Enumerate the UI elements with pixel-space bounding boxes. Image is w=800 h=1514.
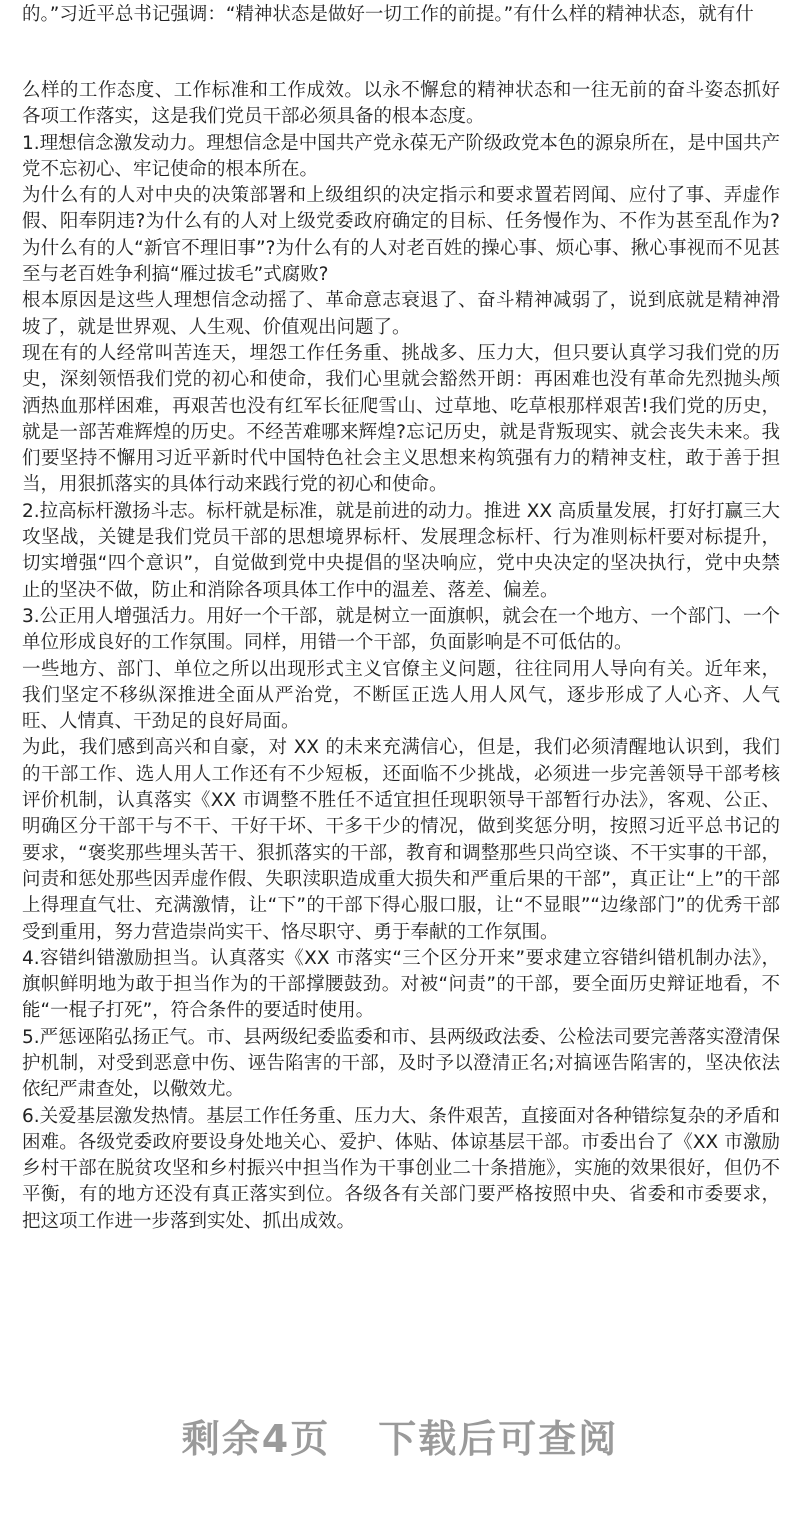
paragraph: 5.严惩诬陷弘扬正气。市、县两级纪委监委和市、县两级政法委、公检法司要完善落实澄清保护机制，对受到恶意中伤、诬告陷害的干部，及时予以澄清正名;对搞诬告陷害的，坚决依法依纪严肃查处，以儆效尤。	[22, 1026, 780, 1101]
paragraph: 为此，我们感到高兴和自豪，对 XX 的未来充满信心，但是，我们必须清醒地认识到，我们的干部工作、选人用人工作还有不少短板，还面临不少挑战，必须进一步完善领导干部考核评价机制，认真落实《XX 市调整不胜任不适宜担任现职领导干部暂行办法》，客观、公正、明确区分干部干与不干、干好干坏、干多干少的情况，做到奖惩分明，按照习近平总书记的要求，“褒奖那些埋头苦干、狠抓落实的干部，教育和调整那些只尚空谈、不干实事的干部，问责和惩处那些因弄虚作假、失职渎职造成重大损失和严重后果的干部”，真正让“上”的干部上得理直气壮、充满激情，让“下”的干部下得心服口服，让“不显眼”“边缘部门”的优秀干部受到重用，努力营造崇尚实干、恪尽职守、勇于奉献的工作氛围。	[22, 737, 780, 943]
paragraph: 一些地方、部门、单位之所以出现形式主义官僚主义问题，往往同用人导向有关。近年来，我们坚定不移纵深推进全面从严治党，不断匡正选人用人风气，逐步形成了人心齐、人气旺、人情真、干劲足的良好局面。	[22, 658, 780, 733]
paragraph: 4.容错纠错激励担当。认真落实《XX 市落实“三个区分开来”要求建立容错纠错机制办法》，旗帜鲜明地为敢于担当作为的干部撑腰鼓劲。对被“问责”的干部，要全面历史辩证地看，不能“一棍子打死”，符合条件的要适时使用。	[22, 947, 780, 1022]
document-body	[22, 78, 780, 1235]
paragraph: 6.关爱基层激发热情。基层工作任务重、压力大、条件艰苦，直接面对各种错综复杂的矛盾和困难。各级党委政府要设身处地关心、爱护、体贴、体谅基层干部。市委出台了《XX 市激励乡村干部在脱贫攻坚和乡村振兴中担当作为干事创业二十条措施》，实施的效果很好，但仍不平衡，有的地方还没有真正落实到位。各级各有关部门要严格按照中央、省委和市委要求，把这项工作进一步落到实处、抓出成效。	[22, 1105, 780, 1232]
remaining-pages-label: 剩余4页	[181, 1417, 331, 1461]
paragraph: 么样的工作态度、工作标准和工作成效。以永不懈怠的精神状态和一往无前的奋斗姿态抓好各项工作落实，这是我们党员干部必须具备的根本态度。	[22, 80, 780, 128]
paragraph: 2.拉高标杆激扬斗志。标杆就是标准，就是前进的动力。推进 XX 高质量发展，打好打赢三大攻坚战，关键是我们党员干部的思想境界标杆、发展理念标杆、行为准则标杆要对标提升，切实增强“四个意识”，自觉做到党中央提倡的坚决响应，党中央决定的坚决执行，党中央禁止的坚决不做，防止和消除各项具体工作中的温差、落差、偏差。	[22, 500, 780, 601]
paragraph: 为什么有的人对中央的决策部署和上级组织的决定指示和要求置若罔闻、应付了事、弄虚作假、阳奉阴违?为什么有的人对上级党委政府确定的目标、任务慢作为、不作为甚至乱作为?为什么有的人“新官不理旧事”?为什么有的人对老百姓的操心事、烦心事、揪心事视而不见甚至与老百姓争利搞“雁过拔毛”式腐败?	[22, 185, 780, 286]
paragraph: 3.公正用人增强活力。用好一个干部，就是树立一面旗帜，就会在一个地方、一个部门、一个单位形成良好的工作氛围。同样，用错一个干部，负面影响是不可低估的。	[22, 605, 780, 654]
paragraph: 1.理想信念激发动力。理想信念是中国共产党永葆无产阶级政党本色的源泉所在，是中国共产党不忘初心、牢记使命的根本所在。	[22, 132, 780, 180]
continued-text-line: 的。”习近平总书记强调：“精神状态是做好一切工作的前提。”有什么样的精神状态，就有什	[22, 4, 754, 25]
paragraph: 根本原因是这些人理想信念动摇了、革命意志衰退了、奋斗精神减弱了，说到底就是精神滑坡了，就是世界观、人生观、价值观出问题了。	[22, 290, 780, 338]
download-prompt[interactable]	[0, 1408, 800, 1463]
download-hint-label: 下载后可查阅	[378, 1417, 619, 1461]
paragraph: 现在有的人经常叫苦连天，埋怨工作任务重、挑战多、压力大，但只要认真学习我们党的历史，深刻领悟我们党的初心和使命，我们心里就会豁然开朗：再困难也没有革命先烈抛头颅洒热血那样困难，再艰苦也没有红军长征爬雪山、过草地、吃草根那样艰苦!我们党的历史，就是一部苦难辉煌的历史。不经苦难哪来辉煌?忘记历史，就是背叛现实、就会丧失未来。我们要坚持不懈用习近平新时代中国特色社会主义思想来构筑强有力的精神支柱，敢于善于担当，用狠抓落实的具体行动来践行党的初心和使命。	[22, 342, 780, 496]
